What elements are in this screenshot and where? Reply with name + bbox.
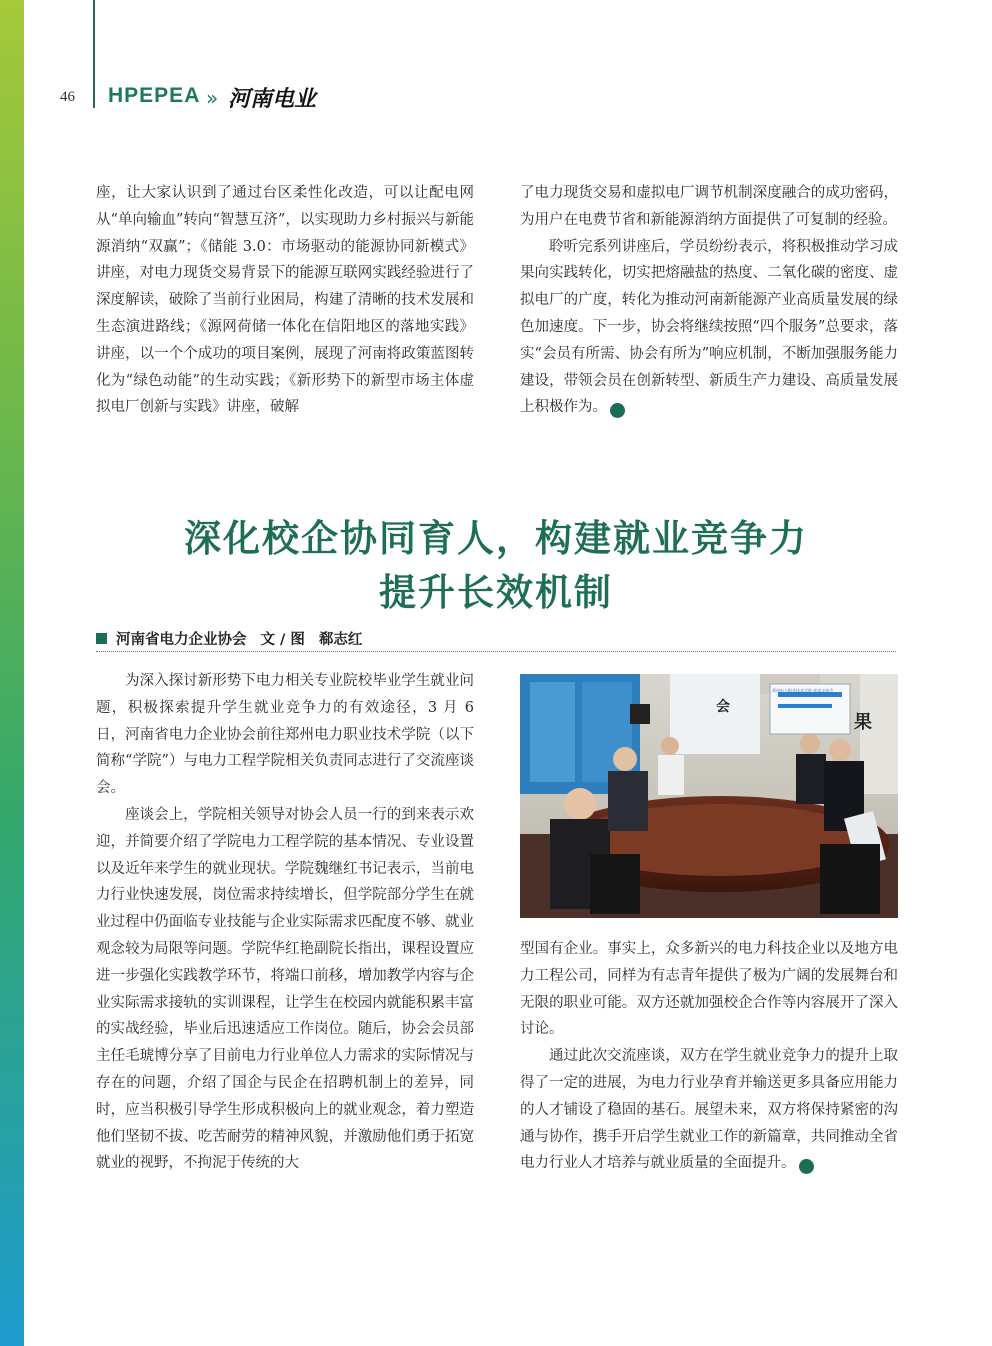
paragraph: 座，让大家认识到了通过台区柔性化改造，可以让配电网从“单向输血”转向“智慧互济”，以实现助力乡村振兴与新能源消纳“双赢”；《储能 3.0：市场驱动的能源协同新模式》讲座，对电力现货交易背景下的能源互联网实践经验进行了深度解读，破除了当前行业困局，构建了清晰的技术发展和生态演进路线；《源网荷储一体化在信阳地区的落地实践》讲座，以一个个成功的项目案例，展现了河南将政策蓝图转化为“绿色动能”的生动实践；《新形势下的新型市场主体虚拟电厂创新与实践》讲座，破解 [96, 185, 474, 416]
byline-author: 郗志红 [318, 632, 363, 648]
photo-screen-text: 郑州电力职业技术学院 座谈交流会 [772, 688, 834, 693]
article-right-column [520, 936, 898, 1177]
end-mark-icon: 电 [610, 403, 625, 418]
meeting-photo-illustration [520, 674, 898, 918]
article-left-column [96, 668, 474, 1177]
byline-org: 河南省电力企业协会 [116, 632, 247, 648]
square-icon [96, 633, 107, 644]
paragraph: 座谈会上，学院相关领导对协会人员一行的到来表示欢迎，并简要介绍了学院电力工程学院的基本情况、专业设置以及近年来学生的就业现状。学院魏继红书记表示，当前电力行业快速发展，岗位需求持续增长，但学院部分学生在就业过程中仍面临专业技能与企业实际需求匹配度不够、就业观念较为局限等问题。学院华红艳副院长指出，课程设置应进一步强化实践教学环节，将端口前移，增加教学内容与企业实际需求接轨的实训课程，让学生在校园内就能积累丰富的实战经验，毕业后迅速适应工作岗位。随后，协会会员部主任毛琥博分享了目前电力行业单位人力需求的实际情况与存在的问题，介绍了国企与民企在招聘机制上的差异，同时，应当积极引导学生形成积极向上的就业观念，着力塑造他们坚韧不拔、吃苦耐劳的精神风貌，并激励他们勇于拓宽就业的视野，不拘泥于传统的大 [96, 806, 474, 1172]
paragraph-text: 通过此次交流座谈，双方在学生就业竞争力的提升上取得了一定的进展，为电力行业孕育并输送更多具备应用能力的人才铺设了稳固的基石。展望未来，双方将保持紧密的沟通与协作，携手开启学生就业工作的新篇章，共同推动全省电力行业人才培养与就业质量的全面提升。 [520, 1048, 898, 1172]
article-title-line2: 提升长效机制 [379, 570, 613, 614]
paragraph: 为深入探讨新形势下电力相关专业院校毕业学生就业问题，积极探索提升学生就业竞争力的有效途径，3 月 6 日，河南省电力企业协会前往郑州电力职业技术学院（以下简称“学院”）与电力工程学院相关负责同志进行了交流座谈会。 [96, 673, 474, 797]
paragraph: 了电力现货交易和虚拟电厂调节机制深度融合的成功密码，为用户在电费节省和新能源消纳方面提供了可复制的经验。 [520, 185, 898, 228]
brand-name: 河南电业 [228, 86, 317, 112]
top-left-column [96, 180, 474, 421]
paragraph [520, 1043, 898, 1177]
byline [96, 628, 376, 649]
photo-banner-right: 果 [854, 712, 872, 733]
side-color-bar [0, 0, 24, 1346]
article-title-line1: 深化校企协同育人，构建就业竞争力 [184, 516, 808, 560]
end-mark-icon: 电 [799, 1159, 814, 1174]
paragraph: 型国有企业。事实上，众多新兴的电力科技企业以及地方电力工程公司，同样为有志青年提供了极为广阔的发展舞台和无限的职业可能。双方还就加强校企合作等内容展开了深入讨论。 [520, 941, 898, 1038]
divider [96, 651, 896, 652]
header-divider [93, 0, 95, 108]
brand-logo: HPEPEA [108, 84, 201, 107]
page-number: 46 [60, 89, 75, 105]
byline-role: 文 / 图 [260, 632, 305, 648]
paragraph [520, 234, 898, 422]
top-right-column [520, 180, 898, 421]
photo-banner: 会 [716, 699, 730, 715]
meeting-photo [520, 674, 898, 918]
paragraph-text: 聆听完系列讲座后，学员纷纷表示，将积极推动学习成果向实践转化，切实把熔融盐的热度、二氧化碳的密度、虚拟电厂的广度，转化为推动河南新能源产业高质量发展的绿色加速度。下一步，协会将继续按照“四个服务”总要求，落实“会员有所需、协会有所为”响应机制，不断加强服务能力建设，带领会员在创新转型、新质生产力建设、高质量发展上积极作为。 [520, 238, 898, 416]
brand-separator: » [206, 86, 219, 110]
